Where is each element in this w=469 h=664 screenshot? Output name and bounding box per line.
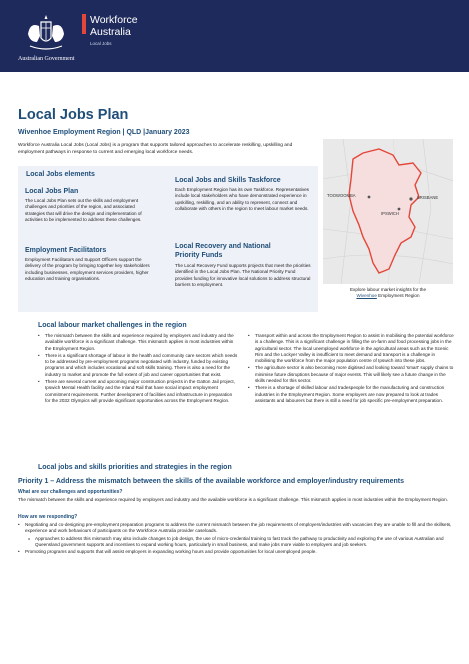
local-jobs-plan-text: The Local Jobs Plan sets out the skills and employment challenges and priorities of the region, and associated strategies that will drive the design and implementation of activities to be implemented to address these challenges. [25, 198, 142, 222]
challenges-list-right [248, 333, 454, 405]
challenge-item: • The agriculture sector is also becoming more digitised and looking toward 'smart' supply chains to minimise future disruptions because of major events. This will likely see a future change in the skills needed for this sector. [248, 365, 454, 384]
responses-list-after [18, 549, 452, 555]
recovery-title-line-2: Priority Funds [175, 252, 223, 259]
map-label-brisbane: BRISBANE [417, 195, 439, 200]
map-caption [323, 287, 453, 299]
map-caption-line-2 [323, 293, 453, 299]
challenge-item: • There is a significant shortage of labour in the health and community care sectors which needs to be addressed by pre-employment programs negotiated with industry, funded by existing programs and which includes vocational and soft skills training. There is also a need for the industry to market and promote the full extent of job and career opportunities that exist. [38, 353, 238, 378]
brand-line-3: Local Jobs [90, 41, 112, 46]
brand-line-2: Australia [90, 26, 131, 38]
region-map[interactable] [323, 139, 453, 284]
local-jobs-plan-title: Local Jobs Plan [25, 188, 79, 195]
elements-heading: Local Jobs elements [26, 171, 95, 178]
brand-accent-bar [82, 14, 86, 34]
map-label-toowoomba: TOOWOOMBA [327, 193, 356, 198]
page-title: Local Jobs Plan [18, 107, 129, 123]
region-map-image [323, 139, 453, 284]
challenges-heading: Local labour market challenges in the region [38, 322, 187, 329]
challenges-list-left [38, 333, 238, 405]
sub-response-item: o Approaches to address this mismatch may also include changes to job design, the use of micro-credential training to fast track the pathway to productivity and exploring the use of various Australian and Queensland government supports and incentives to expand working hours, particularly in small business, and make jobs more viable to employers and job seekers. [28, 536, 452, 549]
intro-paragraph: Workforce Australia Local Jobs (Local Jobs) is a program that supports tailored approaches to accelerate reskilling, upskilling and employment pathways in response to current and emerging local workforce needs. [18, 143, 293, 155]
challenge-item: • There is a shortage of skilled labour and tradespeople for the manufacturing and construction industries in the Employment Region. Some employers are now prepared to look at trades assistants and labourers but there is still a need for job specific pre-employment preparation. [248, 385, 454, 404]
challenges-opportunities-question: What are our challenges and opportunities? [18, 489, 123, 495]
taskforce-title: Local Jobs and Skills Taskforce [175, 177, 281, 184]
facilitators-text: Employment Facilitators and Support Officers support the delivery of the program by bringing together key stakeholders including businesses, employment services providers, higher education and training organisations. [25, 257, 150, 281]
workforce-australia-logo [82, 12, 152, 52]
map-label-ipswich: IPSWICH [381, 211, 399, 216]
page-header [0, 0, 469, 72]
responses-list [18, 522, 452, 535]
challenge-item: • There are several current and upcoming major construction projects in the Gatton Jail project, Ipswich Mental Health facility and the Inland Rail that have social impact employment commitment requirements. Further development of facilities and infrastructure in preparation for the 2032 Olympics will provide significant opportunities across the Employment Region. [38, 379, 238, 404]
recovery-title-line-1: Local Recovery and National [175, 243, 271, 250]
brand-line-1: Workforce [90, 14, 138, 26]
priority-1-challenges-text: The mismatch between the skills and experience required by employers and industry and the available workforce is a significant challenge. This mismatch applies in most industries within the Employment Region. [18, 497, 448, 502]
response-item: • Negotiating and co-designing pre-employment preparation programs to address the current mismatch between the job requirements of employers/industries with vacancies they are unable to fill and the skillsets, experience and work behaviours of participants on the Workforce Australia provider caseloads. [18, 522, 452, 535]
responses-block [18, 522, 452, 556]
responding-question: How are we responding? [18, 514, 78, 520]
priorities-heading: Local jobs and skills priorities and strategies in the region [38, 464, 232, 471]
local-jobs-elements-panel [18, 166, 318, 312]
map-caption-line-1: Explore labour market insights for the [349, 287, 427, 292]
government-name: Australian Government [18, 56, 75, 62]
page-subtitle: Wivenhoe Employment Region | QLD |January 2023 [18, 129, 190, 136]
coat-of-arms-icon [22, 12, 70, 56]
challenge-item: • Transport within and across the Employment Region to assist in mobilising the potential workforce is a challenge. This is a significant challenge in filling the on-farm and food processing jobs in the agricultural sector. The local unemployed workforce in the agricultural areas such as the Scenic Rim and the Lockyer Valley is insufficient to meet demand and transport is a challenge in mobilising the workforce from the major population centre of Ipswich into these jobs. [248, 333, 454, 364]
taskforce-text: Each Employment Region has its own Taskforce. Representatives include local stakeholders who have demonstrated experience in upskilling, reskilling, and an ability to represent, connect and collaborate with others in the region to meet labour market needs. [175, 187, 309, 211]
priority-1-title: Priority 1 – Address the mismatch between the skills of the available workforce and employer/industry requirements [18, 478, 405, 485]
response-item: • Promoting programs and supports that will assist employers in expanding working hours and provide opportunities for local unemployed people. [18, 549, 452, 555]
wivenhoe-link[interactable]: Wivenhoe [356, 293, 377, 299]
sub-responses-list [28, 536, 452, 549]
challenge-item: • The mismatch between the skills and experience required by employers and industry and the available workforce is a significant challenge. This mismatch applies in most industries within the Employment Region. [38, 333, 238, 352]
facilitators-title: Employment Facilitators [25, 247, 107, 254]
map-caption-rest: Employment Region [376, 293, 420, 299]
recovery-text: The Local Recovery Fund supports projects that meet the priorities identified in the Local Jobs Plan. The National Priority Fund provides funding for innovative local solutions to address structural barriers to employment. [175, 263, 311, 287]
